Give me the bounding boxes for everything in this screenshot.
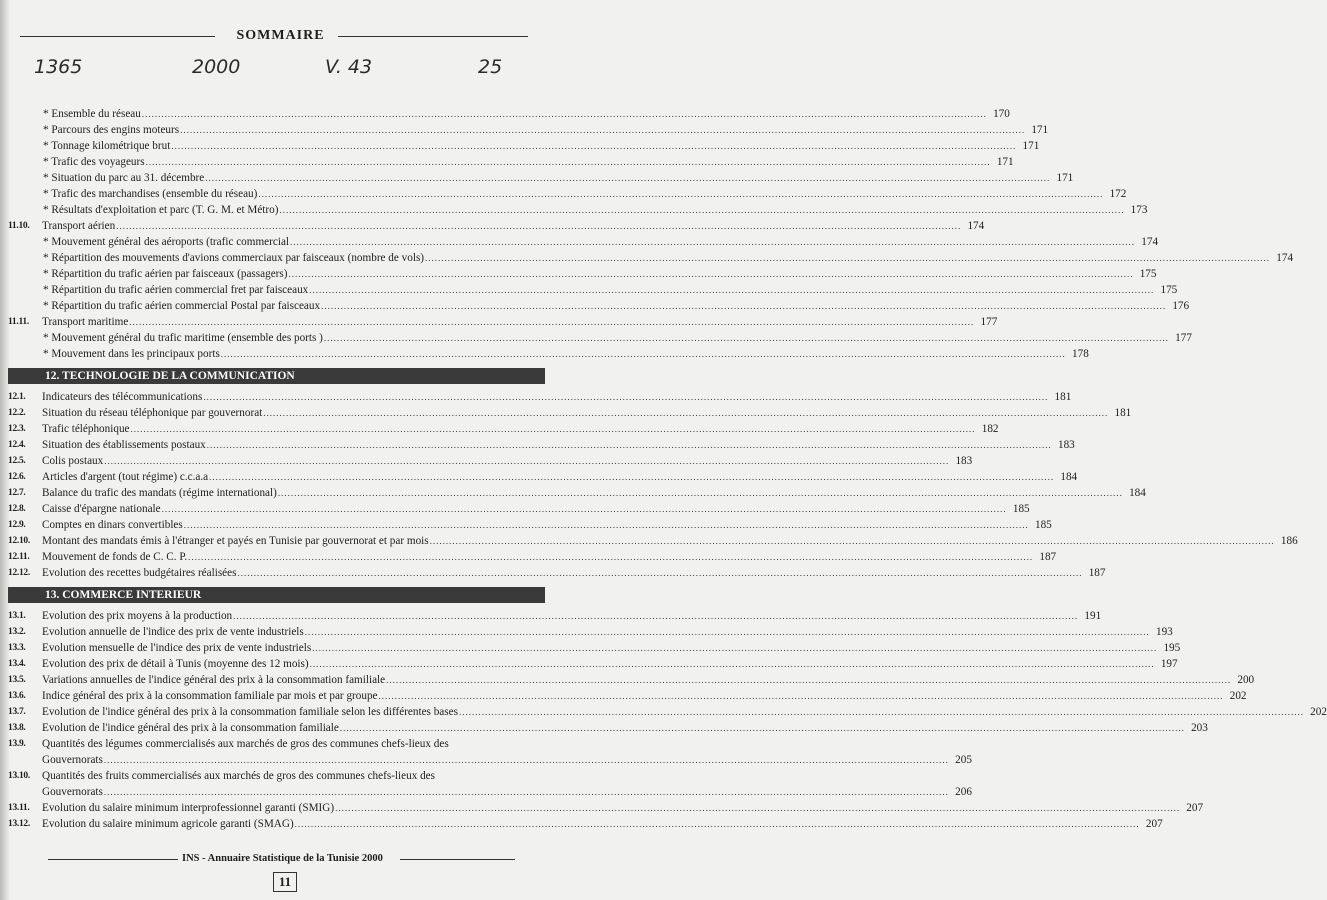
entry-line [43, 202, 1148, 218]
dot-leader: .................................................................................................................................................................................................................................................................... [145, 157, 991, 167]
entry-line [42, 389, 1072, 405]
entry-page-number: 183 [955, 455, 973, 467]
dot-leader: .................................................................................................................................................................................................................................................................... [188, 552, 1034, 562]
dot-leader: .................................................................................................................................................................................................................................................................... [171, 141, 1017, 151]
entry-number: 13.2. [8, 627, 26, 637]
entry-number: 12.10. [8, 536, 30, 546]
dot-leader: .................................................................................................................................................................................................................................................................... [386, 675, 1232, 685]
entry-title: Variations annuelles de l'indice général des prix à la consommation familiale [42, 674, 386, 686]
entry-page-number: 173 [1130, 204, 1148, 216]
entry-line [43, 298, 1190, 314]
entry-page-number: 171 [1031, 124, 1049, 136]
entry-line [42, 501, 1030, 517]
entry-line [43, 346, 1089, 362]
dot-leader: .................................................................................................................................................................................................................................................................... [378, 691, 1224, 701]
entry-title: * Mouvement général du trafic maritime (ensemble des ports ) [43, 332, 323, 344]
toc-entry [0, 768, 561, 784]
entry-line [42, 672, 1255, 688]
entry-page-number: 202 [1310, 706, 1327, 718]
dot-leader: .................................................................................................................................................................................................................................................................... [180, 125, 1026, 135]
entry-title: Trafic téléphonique [42, 423, 130, 435]
entry-title: Evolution du salaire minimum agricole garanti (SMAG) [42, 818, 294, 830]
entry-page-number: 181 [1114, 407, 1132, 419]
entry-number: 11.11. [8, 317, 29, 327]
footer-rule-right [400, 859, 515, 860]
entry-number: 12.4. [8, 440, 26, 450]
entry-page-number: 185 [1034, 519, 1052, 531]
entry-page-number: 178 [1072, 348, 1089, 360]
toc-entry [0, 202, 1148, 218]
entry-line [42, 752, 972, 768]
entry-title: Mouvement de fonds de C. C. P. [42, 551, 188, 563]
entry-number: 12.5. [8, 456, 26, 466]
section-title: 13. COMMERCE INTERIEUR [45, 589, 202, 601]
toc-entry [0, 752, 972, 768]
dot-leader: .................................................................................................................................................................................................................................................................... [258, 189, 1104, 199]
toc-entry [0, 720, 1208, 736]
entry-line [42, 517, 1052, 533]
toc-entry [0, 170, 1074, 186]
entry-title: Evolution du salaire minimum interprofessionnel garanti (SMIG) [42, 802, 335, 814]
footer-rule-left [48, 859, 178, 860]
footer [0, 852, 561, 866]
entry-title: * Trafic des marchandises (ensemble du réseau) [43, 188, 258, 200]
dot-leader: .................................................................................................................................................................................................................................................................... [339, 723, 1185, 733]
entry-title: Evolution des recettes budgétaires réalisées [42, 567, 237, 579]
entry-page-number: 195 [1163, 642, 1181, 654]
entry-line [42, 421, 999, 437]
toc-entry [0, 218, 985, 234]
entry-line [42, 405, 1132, 421]
entry-title: Transport aérien [42, 220, 116, 232]
entry-page-number: 176 [1172, 300, 1190, 312]
handwritten-note-2: 2000 [192, 56, 241, 78]
entry-title: Evolution des prix moyens à la production [42, 610, 233, 622]
entry-line [42, 533, 1298, 549]
entry-page-number: 203 [1191, 722, 1208, 734]
entry-title: * Mouvement général des aéroports (trafic commercial [43, 236, 290, 248]
dot-leader: .................................................................................................................................................................................................................................................................... [425, 253, 1271, 263]
entry-line [42, 453, 973, 469]
footer-text: INS - Annuaire Statistique de la Tunisie 2000 [182, 853, 383, 864]
entry-title: * Résultats d'exploitation et parc (T. G. M. et Métro) [43, 204, 279, 216]
dot-leader: .................................................................................................................................................................................................................................................................... [304, 627, 1150, 637]
entry-number: 13.3. [8, 643, 26, 653]
toc-entry [0, 389, 1072, 405]
page-title-text: SOMMAIRE [230, 28, 330, 43]
entry-title: * Parcours des engins moteurs [43, 124, 180, 136]
entry-line [43, 186, 1127, 202]
dot-leader: .................................................................................................................................................................................................................................................................... [116, 221, 962, 231]
entry-title: Evolution de l'indice général des prix à la consommation familiale [42, 722, 339, 734]
section-header-13 [8, 587, 545, 603]
entry-line [42, 640, 1181, 656]
dot-leader: .................................................................................................................................................................................................................................................................... [288, 269, 1134, 279]
toc-entry [0, 282, 1178, 298]
entry-page-number: 187 [1088, 567, 1106, 579]
entry-number: 13.1. [8, 611, 26, 621]
entry-line [42, 437, 1075, 453]
entry-title: Articles d'argent (tout régime) c.c.a.a [42, 471, 209, 483]
entry-line [43, 122, 1049, 138]
dot-leader: .................................................................................................................................................................................................................................................................... [103, 787, 949, 797]
handwritten-note-4: 25 [478, 56, 503, 78]
page-title [0, 28, 561, 44]
dot-leader: .................................................................................................................................................................................................................................................................... [205, 173, 1051, 183]
entry-page-number: 171 [996, 156, 1014, 168]
entry-title: * Répartition du trafic aérien par faisceaux (passagers) [43, 268, 288, 280]
entry-page-number: 185 [1012, 503, 1030, 515]
entry-number: 12.9. [8, 520, 26, 530]
entry-title: Indice général des prix à la consommation familiale par mois et par groupe [42, 690, 378, 702]
handwritten-note-1: 1365 [34, 56, 83, 78]
dot-leader: .................................................................................................................................................................................................................................................................... [129, 317, 975, 327]
dot-leader: .................................................................................................................................................................................................................................................................... [263, 408, 1109, 418]
entry-title: Quantités des fruits commercialisés aux marchés de gros des communes chefs-lieux des [42, 770, 435, 782]
toc-entry [0, 106, 1010, 122]
entry-number: 12.12. [8, 568, 30, 578]
entry-number: 13.4. [8, 659, 26, 669]
entry-title: * Tonnage kilométrique brut [43, 140, 171, 152]
entry-title: Situation des établissements postaux [42, 439, 206, 451]
entry-page-number: 174 [967, 220, 985, 232]
toc-entry [0, 688, 1247, 704]
entry-title: Situation du réseau téléphonique par gouvernorat [42, 407, 263, 419]
dot-leader: .................................................................................................................................................................................................................................................................... [203, 392, 1049, 402]
entry-line [42, 314, 998, 330]
toc-entry [0, 565, 1106, 581]
entry-page-number: 186 [1280, 535, 1298, 547]
entry-title: * Mouvement dans les principaux ports [43, 348, 220, 360]
entry-title: Gouvernorats [42, 754, 103, 766]
entry-page-number: 171 [1022, 140, 1040, 152]
entry-page-number: 207 [1145, 818, 1163, 830]
entry-page-number: 175 [1139, 268, 1157, 280]
dot-leader: .................................................................................................................................................................................................................................................................... [279, 205, 1125, 215]
entry-title: * Trafic des voyageurs [43, 156, 145, 168]
entry-line [43, 154, 1014, 170]
dot-leader: .................................................................................................................................................................................................................................................................... [161, 504, 1007, 514]
entry-page-number: 175 [1160, 284, 1178, 296]
toc-entry [0, 608, 1102, 624]
dot-leader: .................................................................................................................................................................................................................................................................... [335, 803, 1181, 813]
entry-line [43, 138, 1040, 154]
dot-leader: .................................................................................................................................................................................................................................................................... [206, 440, 1052, 450]
entry-title: Quantités des légumes commercialisés aux marchés de gros des communes chefs-lieux des [42, 738, 449, 750]
section-title: 12. TECHNOLOGIE DE LA COMMUNICATION [45, 370, 295, 382]
entry-line [42, 656, 1178, 672]
entry-title: Evolution mensuelle de l'indice des prix de vente industriels [42, 642, 312, 654]
toc-entry [0, 266, 1157, 282]
entry-line [42, 768, 545, 784]
dot-leader: .................................................................................................................................................................................................................................................................... [209, 472, 1055, 482]
entry-page-number: 184 [1060, 471, 1078, 483]
entry-line [43, 250, 1294, 266]
toc-entry [0, 816, 1163, 832]
toc-entry [0, 421, 999, 437]
entry-title: Colis postaux [42, 455, 104, 467]
toc-entry [0, 122, 1049, 138]
dot-leader: .................................................................................................................................................................................................................................................................... [130, 424, 976, 434]
dot-leader: .................................................................................................................................................................................................................................................................... [309, 659, 1155, 669]
entry-title: Montant des mandats émis à l'étranger et payés en Tunisie par gouvernorat et par mois [42, 535, 429, 547]
toc-entry [0, 501, 1030, 517]
toc-entry [0, 314, 998, 330]
dot-leader: .................................................................................................................................................................................................................................................................... [104, 456, 950, 466]
dot-leader: .................................................................................................................................................................................................................................................................... [321, 301, 1167, 311]
entry-number: 13.8. [8, 723, 26, 733]
toc-entry [0, 517, 1052, 533]
dot-leader: .................................................................................................................................................................................................................................................................... [103, 755, 949, 765]
entry-page-number: 171 [1056, 172, 1074, 184]
entry-line [42, 624, 1173, 640]
toc-entry [0, 640, 1181, 656]
entry-page-number: 202 [1229, 690, 1247, 702]
entry-title: Caisse d'épargne nationale [42, 503, 161, 515]
toc-entry [0, 672, 1255, 688]
entry-page-number: 177 [980, 316, 998, 328]
dot-leader: .................................................................................................................................................................................................................................................................... [312, 643, 1158, 653]
entry-title: * Répartition du trafic aérien commercial fret par faisceaux [43, 284, 309, 296]
toc-entry [0, 453, 973, 469]
entry-line [42, 736, 545, 752]
entry-page-number: 206 [955, 786, 972, 798]
entry-page-number: 177 [1175, 332, 1192, 344]
page-number: 11 [273, 872, 297, 892]
toc-entry [0, 330, 1192, 346]
entry-page-number: 207 [1186, 802, 1204, 814]
entry-page-number: 191 [1084, 610, 1102, 622]
entry-number: 13.11. [8, 803, 30, 813]
entry-line [43, 106, 1010, 122]
toc-entry [0, 405, 1132, 421]
entry-title: Gouvernorats [42, 786, 103, 798]
entry-page-number: 205 [955, 754, 972, 766]
entry-number: 13.10. [8, 771, 30, 781]
entry-line [43, 282, 1178, 298]
entry-page-number: 174 [1141, 236, 1159, 248]
toc-entry [0, 346, 1089, 362]
entry-number: 11.10. [8, 221, 30, 231]
entry-line [42, 565, 1106, 581]
entry-line [42, 549, 1057, 565]
entry-title: * Situation du parc au 31. décembre [43, 172, 205, 184]
entry-page-number: 200 [1237, 674, 1255, 686]
dot-leader: .................................................................................................................................................................................................................................................................... [290, 237, 1136, 247]
dot-leader: .................................................................................................................................................................................................................................................................... [237, 568, 1083, 578]
dot-leader: .................................................................................................................................................................................................................................................................... [277, 488, 1123, 498]
entry-line [42, 704, 1327, 720]
toc-entry [0, 485, 1146, 501]
entry-number: 12.7. [8, 488, 26, 498]
entry-line [42, 720, 1208, 736]
entry-title: * Ensemble du réseau [43, 108, 141, 120]
toc-entry [0, 704, 1327, 720]
toc-entry [0, 800, 1204, 816]
toc-entry [0, 154, 1014, 170]
entry-page-number: 184 [1129, 487, 1146, 499]
dot-leader: .................................................................................................................................................................................................................................................................... [220, 349, 1066, 359]
entry-page-number: 172 [1109, 188, 1127, 200]
entry-title: * Répartition des mouvements d'avions commerciaux par faisceaux (nombre de vols) [43, 252, 425, 264]
dot-leader: .................................................................................................................................................................................................................................................................... [323, 333, 1169, 343]
dot-leader: .................................................................................................................................................................................................................................................................... [309, 285, 1155, 295]
entry-line [42, 800, 1204, 816]
dot-leader: .................................................................................................................................................................................................................................................................... [429, 536, 1275, 546]
dot-leader: .................................................................................................................................................................................................................................................................... [233, 611, 1079, 621]
entry-line [42, 816, 1163, 832]
toc-entry [0, 186, 1127, 202]
entry-page-number: 181 [1054, 391, 1072, 403]
toc-entry [0, 784, 972, 800]
header [0, 28, 561, 44]
entry-title: * Répartition du trafic aérien commercial Postal par faisceaux [43, 300, 321, 312]
entry-title: Indicateurs des télécommunications [42, 391, 203, 403]
dot-leader: .................................................................................................................................................................................................................................................................... [141, 109, 987, 119]
entry-line [43, 330, 1192, 346]
entry-page-number: 182 [981, 423, 999, 435]
entry-number: 12.8. [8, 504, 26, 514]
dot-leader: .................................................................................................................................................................................................................................................................... [458, 707, 1304, 717]
entry-number: 13.7. [8, 707, 26, 717]
handwritten-note-3: V. 43 [325, 56, 373, 78]
entry-number: 12.1. [8, 392, 26, 402]
toc-entry [0, 533, 1298, 549]
toc-entry [0, 624, 1173, 640]
dot-leader: .................................................................................................................................................................................................................................................................... [183, 520, 1029, 530]
section-header-12 [8, 368, 545, 384]
entry-title: Evolution de l'indice général des prix à la consommation familiale selon les différentes bases [42, 706, 458, 718]
entry-line [42, 608, 1102, 624]
entry-title: Comptes en dinars convertibles [42, 519, 183, 531]
toc-entry [0, 549, 1057, 565]
entry-line [42, 469, 1078, 485]
toc-entry [0, 469, 1078, 485]
toc-entry [0, 250, 1294, 266]
toc-entry [0, 138, 1040, 154]
entry-page-number: 187 [1039, 551, 1057, 563]
entry-number: 13.5. [8, 675, 26, 685]
entry-line [43, 266, 1157, 282]
entry-page-number: 193 [1155, 626, 1173, 638]
toc-entry [0, 656, 1178, 672]
toc-entry [0, 437, 1075, 453]
entry-title: Balance du trafic des mandats (régime international) [42, 487, 277, 499]
toc-entry [0, 234, 1159, 250]
entry-number: 12.11. [8, 552, 30, 562]
entry-page-number: 197 [1160, 658, 1178, 670]
entry-title: Evolution des prix de détail à Tunis (moyenne des 12 mois) [42, 658, 309, 670]
entry-number: 12.2. [8, 408, 26, 418]
entry-line [42, 485, 1146, 501]
entry-number: 13.9. [8, 739, 26, 749]
entry-line [43, 170, 1074, 186]
entry-title: Transport maritime [42, 316, 129, 328]
entry-number: 12.3. [8, 424, 26, 434]
entry-line [43, 234, 1159, 250]
entry-number: 12.6. [8, 472, 26, 482]
entry-line [42, 688, 1247, 704]
entry-number: 13.6. [8, 691, 26, 701]
toc-entry [0, 736, 561, 752]
entry-page-number: 174 [1276, 252, 1294, 264]
entry-number: 13.12. [8, 819, 30, 829]
entry-page-number: 170 [993, 108, 1010, 120]
entry-line [42, 784, 972, 800]
entry-title: Evolution annuelle de l'indice des prix de vente industriels [42, 626, 304, 638]
entry-page-number: 183 [1057, 439, 1075, 451]
dot-leader: .................................................................................................................................................................................................................................................................... [294, 819, 1140, 829]
entry-line [42, 218, 985, 234]
toc-entry [0, 298, 1190, 314]
